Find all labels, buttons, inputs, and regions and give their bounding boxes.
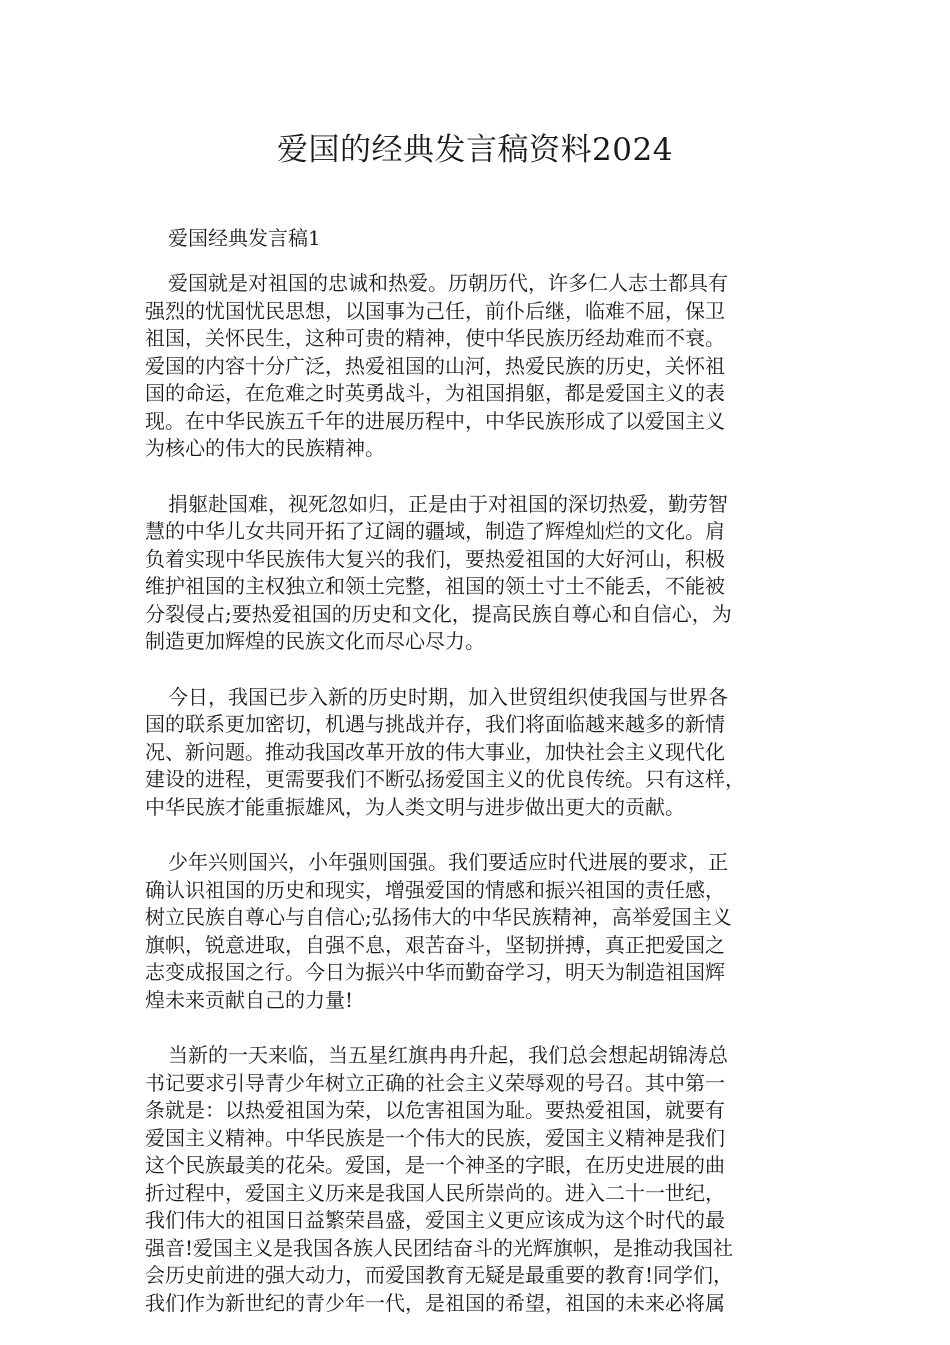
document-title: 爱国的经典发言稿资料2024	[277, 132, 673, 168]
document-body	[145, 270, 810, 1345]
section-heading: 爱国经典发言稿1	[168, 226, 321, 250]
paragraph-5: 当新的一天来临，当五星红旗冉冉升起，我们总会想起胡锦涛总 书记要求引导青少年树立正确的社会主义荣辱观的号召。其中第一 条就是：以热爱祖国为荣，以危害祖国为耻。要热爱祖国，就要有 爱国主义精神。中华民族是一个伟大的民族，爱国主义精神是我们 这个民族最美的花朵。爱国，是一个神圣的字眼，在历史进展的曲 折过程中，爱国主义历来是我国人民所崇尚的。进入二十一世纪， 我们伟大的祖国日益繁荣昌盛，爱国主义更应该成为这个时代的最 强音!爱国主义是我国各族人民团结奋斗的光辉旗帜，是推动我国社 会历史前进的强大动力，而爱国教育无疑是最重要的教育!同学们， 我们作为新世纪的青少年一代，是祖国的希望，祖国的未来必将属	[145, 1043, 734, 1315]
paragraph-4: 少年兴则国兴，小年强则国强。我们要适应时代进展的要求，正 确认识祖国的历史和现实，增强爱国的情感和振兴祖国的责任感， 树立民族自尊心与自信心;弘扬伟大的中华民族精神，高举爱国主义 旗帜，锐意进取，自强不息，艰苦奋斗，坚韧拼搏，真正把爱国之 志变成报国之行。今日为振兴中华而勤奋学习，明天为制造祖国辉 煌未来贡献自己的力量!	[145, 850, 732, 1012]
paragraph-2: 捐躯赴国难，视死忽如归，正是由于对祖国的深切热爱，勤劳智 慧的中华儿女共同开拓了辽阔的疆域，制造了辉煌灿烂的文化。肩 负着实现中华民族伟大复兴的我们，要热爱祖国的大好河山，积极 维护祖国的主权独立和领土完整，祖国的领土寸土不能丢，不能被 分裂侵占;要热爱祖国的历史和文化，提高民族自尊心和自信心，为 制造更加辉煌的民族文化而尽心尽力。	[145, 491, 732, 653]
paragraph-3: 今日，我国已步入新的历史时期，加入世贸组织使我国与世界各 国的联系更加密切，机遇与挑战并存，我们将面临越来越多的新情 况、新问题。推动我国改革开放的伟大事业，加快社会主义现代化 建设的进程，更需要我们不断弘扬爱国主义的优良传统。只有这样， 中华民族才能重振雄风，为人类文明与进步做出更大的贡献。	[145, 684, 745, 819]
paragraph-1: 爱国就是对祖国的忠诚和热爱。历朝历代，许多仁人志士都具有 强烈的忧国忧民思想，以国事为己任，前仆后继，临难不屈，保卫 祖国，关怀民生，这种可贵的精神，使中华民族历经劫难而不衰。 爱国的内容十分广泛，热爱祖国的山河，热爱民族的历史，关怀祖 国的命运，在危难之时英勇战斗，为祖国捐躯，都是爱国主义的表 现。在中华民族五千年的进展历程中，中华民族形成了以爱国主义 为核心的伟大的民族精神。	[145, 271, 728, 460]
